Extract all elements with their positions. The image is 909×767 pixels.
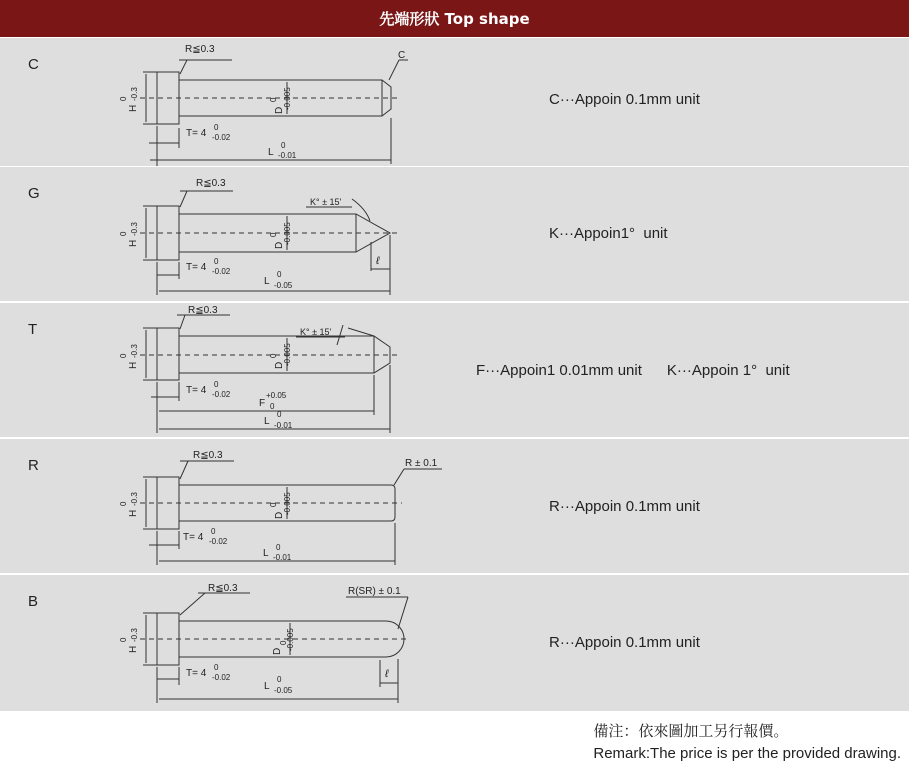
- t-upper: 0: [214, 663, 219, 672]
- d-lower: -0.005: [283, 492, 292, 515]
- d-lower: -0.005: [286, 628, 295, 651]
- h-label: H: [128, 645, 139, 653]
- f-upper: +0.05: [266, 391, 287, 400]
- l-lower: -0.01: [278, 151, 297, 160]
- radius-label: R≦0.3: [188, 305, 218, 316]
- drawing-g: [0, 167, 909, 301]
- l-lower: -0.05: [274, 281, 293, 290]
- h-lower: -0.3: [130, 344, 139, 358]
- t-lower: -0.02: [212, 390, 231, 399]
- h-lower: -0.3: [130, 628, 139, 642]
- unit-description: R···Appoin 0.1mm unit: [549, 634, 700, 651]
- tip-label: K° ± 15': [300, 327, 332, 337]
- ell-label: ℓ: [376, 255, 380, 267]
- l-label: L: [264, 276, 270, 287]
- remark-block: [593, 720, 901, 762]
- radius-label: R≦0.3: [196, 178, 226, 189]
- d-upper: 0: [269, 353, 278, 358]
- h-label: H: [128, 361, 139, 369]
- f-label: F: [259, 398, 266, 409]
- tip-label: R ± 0.1: [405, 458, 438, 469]
- d-label: D: [272, 647, 283, 655]
- shape-code: T: [28, 321, 38, 338]
- t-lower: -0.02: [212, 267, 231, 276]
- shape-code: B: [28, 593, 39, 610]
- t-label: T= 4: [183, 532, 204, 543]
- h-upper: 0: [119, 501, 128, 506]
- d-label: D: [274, 361, 285, 369]
- drawing-r: [0, 439, 909, 573]
- d-upper: 0: [279, 640, 288, 645]
- h-label: H: [128, 104, 139, 112]
- l-lower: -0.05: [274, 686, 293, 695]
- l-upper: 0: [277, 270, 282, 279]
- h-upper: 0: [119, 96, 128, 101]
- l-label: L: [264, 416, 270, 427]
- shape-row-t: [0, 303, 909, 437]
- d-lower: -0.005: [283, 87, 292, 110]
- shape-row-b: [0, 575, 909, 711]
- shape-row-c: [0, 38, 909, 166]
- tip-label: K° ± 15': [310, 197, 342, 207]
- unit-description: R···Appoin 0.1mm unit: [549, 498, 700, 515]
- h-label: H: [128, 509, 139, 517]
- t-label: T= 4: [186, 668, 207, 679]
- t-lower: -0.02: [212, 133, 231, 142]
- l-label: L: [268, 147, 274, 158]
- radius-label: R≦0.3: [193, 450, 223, 461]
- h-lower: -0.3: [130, 87, 139, 101]
- d-label: D: [274, 106, 285, 114]
- l-lower: -0.01: [274, 421, 293, 430]
- shape-code: R: [28, 457, 39, 474]
- t-lower: -0.02: [212, 673, 231, 682]
- l-lower: -0.01: [273, 553, 292, 562]
- d-upper: 0: [269, 502, 278, 507]
- l-label: L: [264, 681, 270, 692]
- remark-chinese: 備注：依來圖加工另行報價。: [593, 723, 789, 740]
- t-upper: 0: [214, 123, 219, 132]
- ell-label: ℓ: [385, 668, 389, 680]
- f-lower: 0: [270, 402, 275, 411]
- h-lower: -0.3: [130, 222, 139, 236]
- tip-label: R(SR) ± 0.1: [348, 586, 401, 597]
- t-label: T= 4: [186, 385, 207, 396]
- d-label: D: [274, 241, 285, 249]
- section-header: [0, 0, 909, 37]
- d-lower: -0.005: [283, 343, 292, 366]
- d-label: D: [274, 511, 285, 519]
- t-upper: 0: [214, 380, 219, 389]
- radius-label: R≦0.3: [208, 583, 238, 594]
- t-lower: -0.02: [209, 537, 228, 546]
- tip-label: C: [398, 50, 406, 61]
- drawing-c: [0, 38, 909, 166]
- shape-row-r: [0, 439, 909, 573]
- l-upper: 0: [276, 543, 281, 552]
- h-label: H: [128, 239, 139, 247]
- h-lower: -0.3: [130, 492, 139, 506]
- t-upper: 0: [214, 257, 219, 266]
- h-upper: 0: [119, 637, 128, 642]
- l-upper: 0: [281, 141, 286, 150]
- shape-code: G: [28, 185, 40, 202]
- t-upper: 0: [211, 527, 216, 536]
- d-upper: 0: [269, 232, 278, 237]
- l-label: L: [263, 548, 269, 559]
- section-title: 先端形狀 Top shape: [379, 10, 530, 28]
- d-upper: 0: [269, 97, 278, 102]
- unit-description: K···Appoin1° unit: [549, 225, 668, 242]
- shape-code: C: [28, 56, 39, 73]
- unit-description: F···Appoin1 0.01mm unit K···Appoin 1° unit: [476, 362, 790, 379]
- h-upper: 0: [119, 353, 128, 358]
- d-lower: -0.005: [283, 222, 292, 245]
- unit-description: C···Appoin 0.1mm unit: [549, 91, 700, 108]
- l-upper: 0: [277, 675, 282, 684]
- t-label: T= 4: [186, 262, 207, 273]
- remark-english: Remark:The price is per the provided drawing.: [593, 745, 901, 762]
- drawing-b: [0, 575, 909, 711]
- h-upper: 0: [119, 231, 128, 236]
- t-label: T= 4: [186, 128, 207, 139]
- l-upper: 0: [277, 410, 282, 419]
- radius-label: R≦0.3: [185, 44, 215, 55]
- shape-row-g: [0, 167, 909, 301]
